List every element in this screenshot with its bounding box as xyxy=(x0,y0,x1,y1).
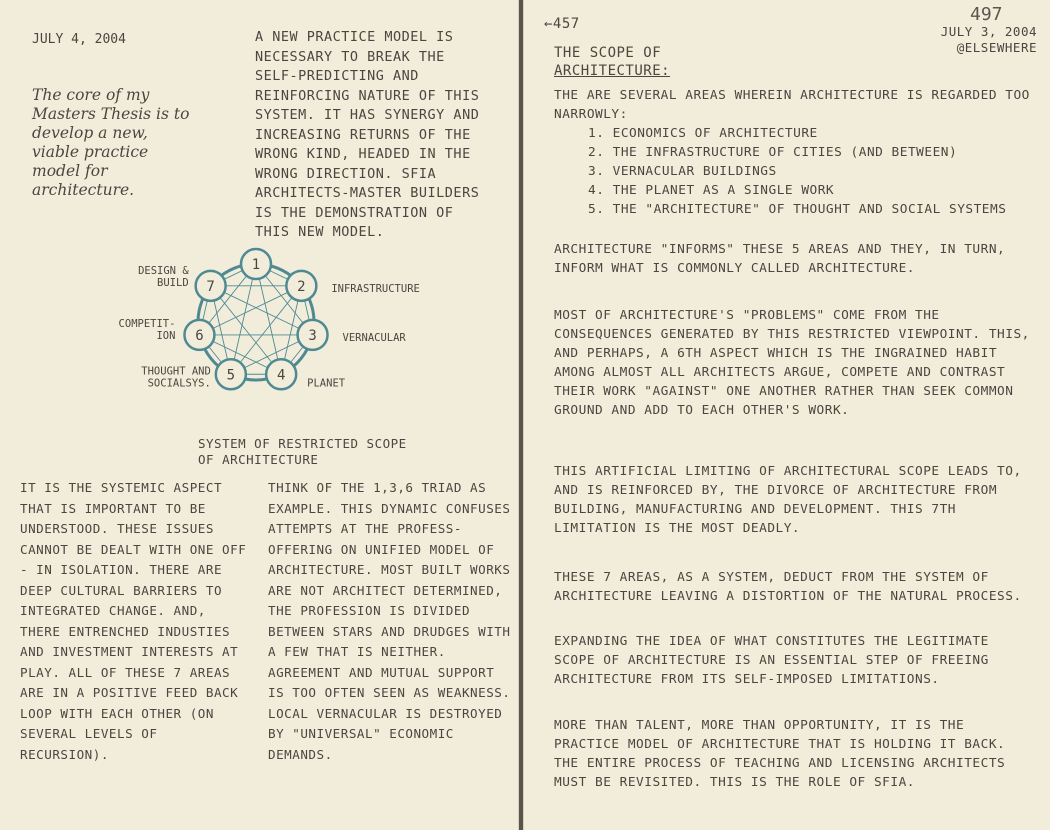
diagram-node-number: 4 xyxy=(276,367,286,384)
back-reference: ←457 xyxy=(544,16,580,32)
diagram-node-label xyxy=(138,265,189,289)
diagram-connection xyxy=(256,264,281,374)
page-number: 497 xyxy=(970,4,1003,25)
thesis-note: The core of my Masters Thesis is to develop a new, viable practice model for architecture. xyxy=(32,86,190,199)
right-lead: THE ARE SEVERAL AREAS WHEREIN ARCHITECTURE IS REGARDED TOO NARROWLY: xyxy=(554,88,1030,122)
diagram-node-label: VERNACULAR xyxy=(342,331,406,344)
area-item: 3. VERNACULAR BUILDINGS xyxy=(588,164,777,179)
right-title-line-2: ARCHITECTURE: xyxy=(554,63,671,79)
area-item: 1. ECONOMICS OF ARCHITECTURE xyxy=(588,126,818,141)
diagram-node-label-line: THOUGHT AND xyxy=(141,365,211,378)
diagram-node-label xyxy=(141,365,211,389)
diagram-caption: SYSTEM OF RESTRICTED SCOPE OF ARCHITECTURE xyxy=(198,436,407,467)
diagram-node-label: INFRASTRUCTURE xyxy=(331,282,420,295)
paragraph-problems: MOST OF ARCHITECTURE'S "PROBLEMS" COME FROM THE CONSEQUENCES GENERATED BY THIS RESTRICTED VIEWPOINT. THIS, AND PERHAPS, A 6TH ASPECT WHICH IS THE INGRAINED HABIT AMONG ALMOST ALL ARCHITECTS ARGUE, COMPETE AND CONTRAST THEIR WORK "AGAINST" ONE ANOTHER RATHER THAN SEEK COMMON GROUND AND ADD TO EACH OTHER'S WORK. xyxy=(554,308,1030,418)
diagram-connection xyxy=(231,286,302,374)
paragraph-informs: ARCHITECTURE "INFORMS" THESE 5 AREAS AND THEY, IN TURN, INFORM WHAT IS COMMONLY CALLED ARCHITECTURE. xyxy=(554,242,1006,276)
area-item: 2. THE INFRASTRUCTURE OF CITIES (AND BETWEEN) xyxy=(588,145,958,160)
area-item: 5. THE "ARCHITECTURE" OF THOUGHT AND SOCIAL SYSTEMS xyxy=(588,202,1007,217)
area-item: 4. THE PLANET AS A SINGLE WORK xyxy=(588,183,835,198)
intro-paragraph: A NEW PRACTICE MODEL IS NECESSARY TO BREAK THE SELF-PREDICTING AND REINFORCING NATURE OF THIS SYSTEM. IT HAS SYNERGY AND INCREASING RETURNS OF THE WRONG KIND, HEADED IN THE WRONG DIRECTION. SFIA ARCHITECTS-MASTER BUILDERS IS THE DEMONSTRATION OF THIS NEW MODEL. xyxy=(255,29,480,240)
diagram-node-number: 2 xyxy=(297,278,306,295)
paragraph-practice: MORE THAN TALENT, MORE THAN OPPORTUNITY, IT IS THE PRACTICE MODEL OF ARCHITECTURE THAT IS HOLDING IT BACK. THE ENTIRE PROCESS OF TEACHING AND LICENSING ARCHITECTS MUST BE REVISITED. THIS IS THE ROLE OF SFIA. xyxy=(554,718,1006,790)
right-place: @ELSEWHERE xyxy=(956,40,1037,55)
right-title-line-1: THE SCOPE OF xyxy=(554,45,662,61)
diagram-connection xyxy=(211,286,282,374)
diagram-connection xyxy=(231,264,256,374)
diagram-node-number: 5 xyxy=(226,367,236,384)
right-title xyxy=(554,44,670,80)
right-page xyxy=(523,0,1050,830)
paragraph-expanding: EXPANDING THE IDEA OF WHAT CONSTITUTES THE LEGITIMATE SCOPE OF ARCHITECTURE IS AN ESSENTIAL STEP OF FREEING ARCHITECTURE FROM ITS SELF-IMPOSED LIMITATIONS. xyxy=(554,634,989,687)
paragraph-limiting: THIS ARTIFICIAL LIMITING OF ARCHITECTURAL SCOPE LEADS TO, AND IS REINFORCED BY, THE DIVORCE OF ARCHITECTURE FROM BUILDING, MANUFACTURING AND DEVELOPMENT. THIS 7TH LIMITATION IS THE MOST DEADLY. xyxy=(554,464,1022,536)
diagram-node-label: PLANET xyxy=(307,377,346,390)
diagram-node-label-line: DESIGN & xyxy=(138,264,189,277)
left-column-2: THINK OF THE 1,3,6 TRIAD AS EXAMPLE. THIS DYNAMIC CONFUSES ATTEMPTS AT THE PROFESS- OFFERING ON UNIFIED MODEL OF ARCHITECTURE. MOST BUILT WORKS ARE NOT ARCHITECT DETERMINED, THE PROFESSION IS DIVIDED BETWEEN STARS AND DRUDGES WITH A FEW THAT IS NEITHER. AGREEMENT AND MUTUAL SUPPORT IS TOO OFTEN SEEN AS WEAKNESS. LOCAL VERNACULAR IS DESTROYED BY "UNIVERSAL" ECONOMIC DEMANDS. xyxy=(268,480,511,762)
paragraph-system: THESE 7 AREAS, AS A SYSTEM, DEDUCT FROM THE SYSTEM OF ARCHITECTURE LEAVING A DISTORTION OF THE NATURAL PROCESS. xyxy=(554,570,1022,604)
right-date: JULY 3, 2004 xyxy=(940,24,1037,39)
left-date: JULY 4, 2004 xyxy=(32,32,126,47)
diagram-node-number: 7 xyxy=(206,278,215,295)
diagram-node-label-line: SOCIALSYS. xyxy=(147,377,211,390)
diagram-node-label-line: COMPETIT- xyxy=(118,317,176,330)
areas-list xyxy=(588,124,1034,219)
diagram-node-label xyxy=(119,318,176,342)
diagram-node-number: 3 xyxy=(308,327,317,344)
left-column-1: IT IS THE SYSTEMIC ASPECT THAT IS IMPORTANT TO BE UNDERSTOOD. THESE ISSUES CANNOT BE DEALT WITH ONE OFF - IN ISOLATION. THERE ARE DEEP CULTURAL BARRIERS TO INTEGRATED CHANGE. AND, THERE ENTRENCHED INDUSTIES AND INVESTMENT INTERESTS AT PLAY. ALL OF THESE 7 AREAS ARE IN A POSITIVE FEED BACK LOOP WITH EACH OTHER (ON SEVERAL LEVELS OF RECURSION). xyxy=(20,480,247,762)
diagram-node-number: 6 xyxy=(195,327,204,344)
diagram-node-number: 1 xyxy=(251,257,261,273)
diagram-node-label-line: ION xyxy=(156,329,176,342)
diagram-node-label-line: BUILD xyxy=(157,276,189,289)
left-page xyxy=(0,0,519,830)
